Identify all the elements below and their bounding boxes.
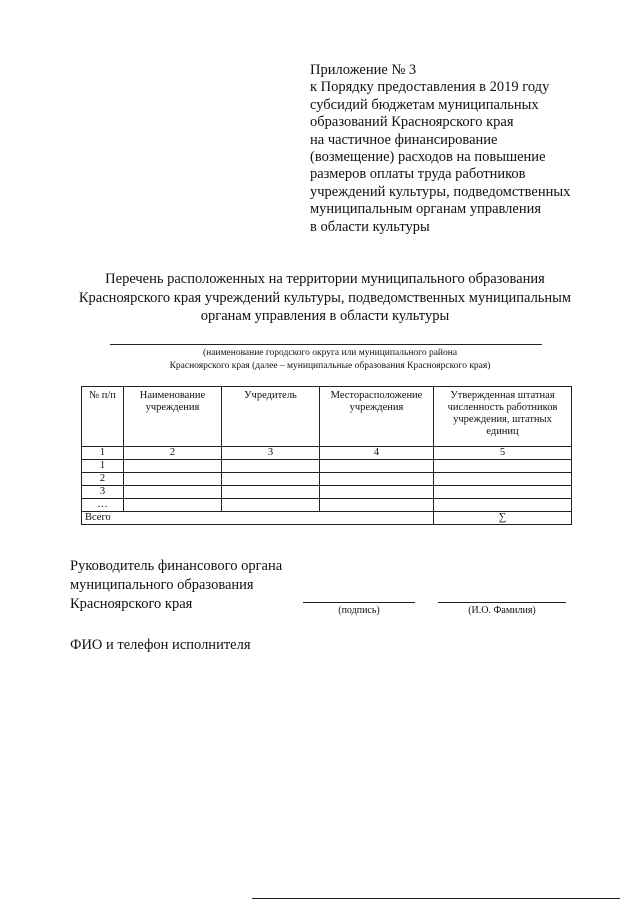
municipality-name-line: [110, 344, 542, 345]
header-cell: Утвержденная штатная численность работников учреждения, штатных единиц: [434, 387, 572, 447]
executor-label: ФИО и телефон исполнителя: [70, 637, 251, 653]
annex-line: Приложение № 3: [310, 62, 417, 78]
institutions-table: [81, 386, 572, 525]
table-cell: [222, 460, 320, 473]
table-row: [82, 499, 572, 512]
table-cell: [320, 486, 434, 499]
annex-line: размеров оплаты труда работников: [310, 166, 526, 183]
table-cell: [222, 473, 320, 486]
signature-line-text: муниципального образования: [70, 577, 254, 593]
row-number: 1: [82, 460, 124, 473]
table-cell: [434, 499, 572, 512]
annex-line: (возмещение) расходов на повышение: [310, 149, 546, 166]
annex-header: [310, 62, 570, 236]
table-cell: [222, 499, 320, 512]
title-line: Перечень расположенных на территории муниципального образования: [105, 271, 545, 287]
annex-line: муниципальным органам управления: [310, 201, 542, 218]
column-number: 4: [320, 447, 434, 460]
row-number: 2: [82, 473, 124, 486]
total-value: ∑: [434, 512, 572, 525]
annex-line: к Порядку предоставления в 2019 году: [310, 79, 550, 96]
table-cell: [124, 499, 222, 512]
table-cell: [320, 473, 434, 486]
signature-line-text: Красноярского края: [70, 596, 193, 612]
title-line: Красноярского края учреждений культуры, подведомственных муниципальным: [78, 289, 572, 306]
signature-line-text: Руководитель финансового органа: [70, 558, 283, 574]
document-title: [40, 270, 610, 326]
table-cell: [320, 460, 434, 473]
row-number: …: [82, 499, 124, 512]
table-row: [82, 473, 572, 486]
annex-line: субсидий бюджетам муниципальных: [310, 96, 539, 113]
column-number: 3: [222, 447, 320, 460]
total-label: Всего: [82, 512, 434, 525]
table-cell: [320, 499, 434, 512]
annex-line: на частичное финансирование: [310, 131, 498, 148]
header-cell: Учредитель: [222, 387, 320, 447]
annex-line: образований Красноярского края: [310, 114, 514, 131]
municipality-name-caption: [95, 347, 565, 373]
column-number: 1: [82, 447, 124, 460]
table-cell: [222, 486, 320, 499]
full-name-caption: (И.О. Фамилия): [468, 605, 536, 616]
full-name-line: [438, 602, 566, 603]
footer-line: [252, 898, 620, 899]
column-number: 2: [124, 447, 222, 460]
caption-line: Красноярского края (далее – муниципальные образования Красноярского края): [169, 361, 491, 371]
signature-line: [303, 602, 415, 603]
table-row: [82, 486, 572, 499]
total-row: [82, 512, 572, 525]
signature-caption: (подпись): [338, 605, 380, 616]
column-number-row: [82, 447, 572, 460]
column-number: 5: [434, 447, 572, 460]
header-cell: Месторасположение учреждения: [320, 387, 434, 447]
header-cell: № п/п: [82, 387, 124, 447]
table-cell: [124, 460, 222, 473]
header-cell: Наименование учреждения: [124, 387, 222, 447]
table-cell: [434, 486, 572, 499]
table-cell: [124, 473, 222, 486]
table-header-row: [82, 387, 572, 447]
signature-block: [70, 557, 282, 614]
row-number: 3: [82, 486, 124, 499]
table-cell: [124, 486, 222, 499]
table-cell: [434, 473, 572, 486]
table-row: [82, 460, 572, 473]
annex-line: в области культуры: [310, 218, 430, 235]
caption-line: (наименование городского округа или муниципального района: [202, 348, 458, 358]
annex-line: учреждений культуры, подведомственных: [310, 183, 571, 200]
title-line: органам управления в области культуры: [200, 308, 450, 324]
table-cell: [434, 460, 572, 473]
